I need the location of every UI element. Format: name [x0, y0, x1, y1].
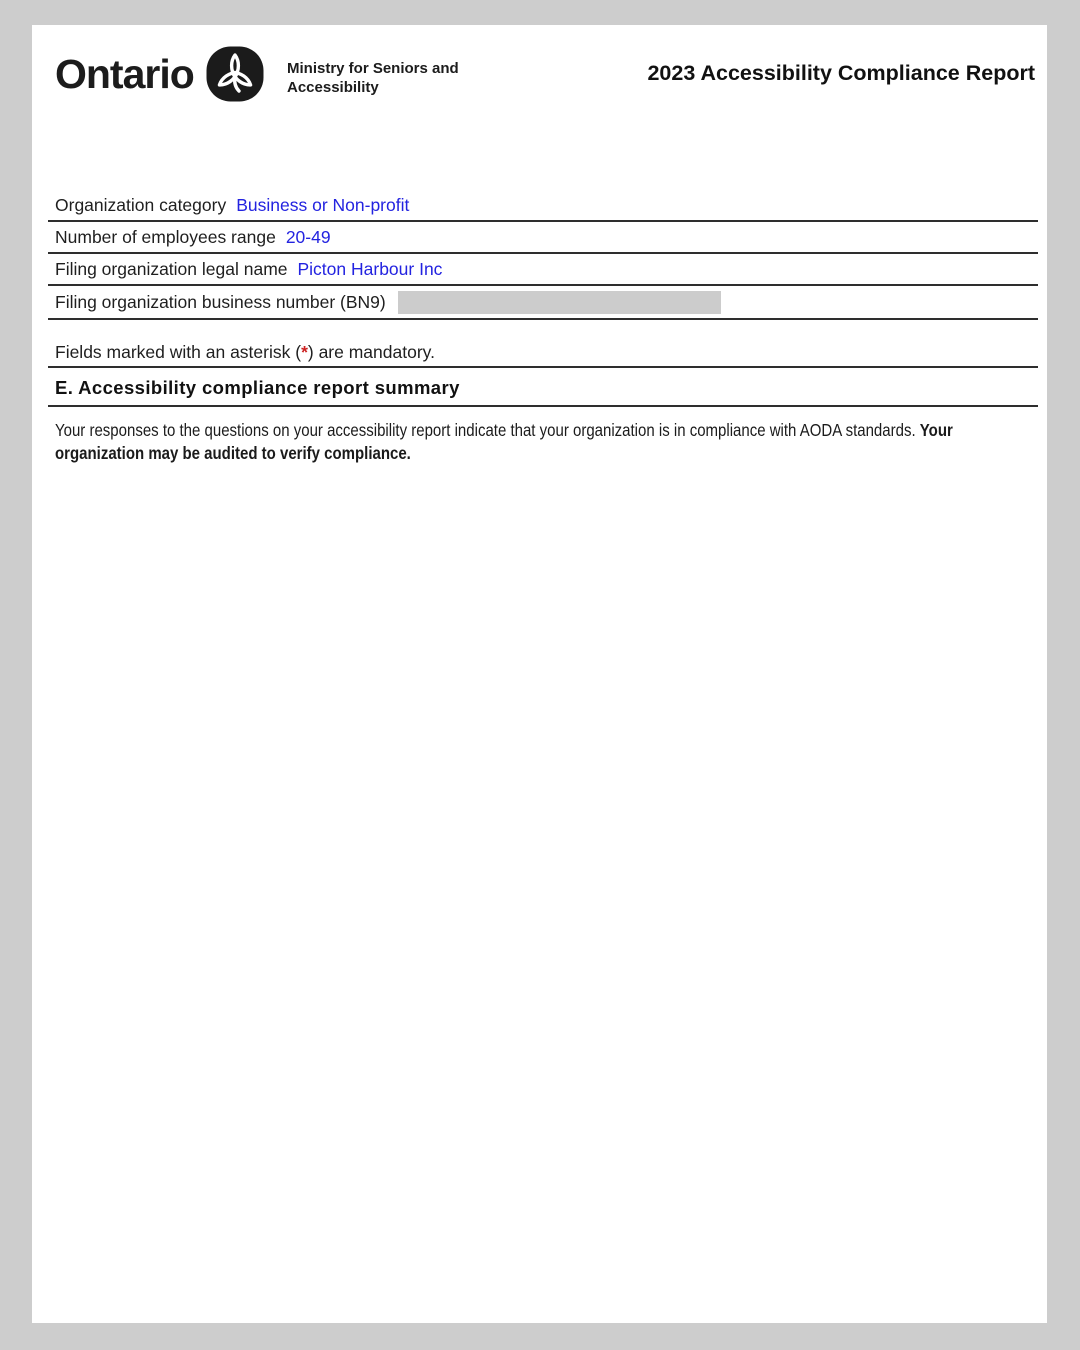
mandatory-fields-note	[48, 336, 1038, 368]
field-label: Filing organization business number (BN9)	[55, 292, 386, 312]
field-label: Filing organization legal name	[55, 259, 288, 279]
field-value: 20-49	[285, 227, 331, 247]
note-suffix: ) are mandatory.	[307, 342, 435, 362]
field-label: Number of employees range	[55, 227, 276, 247]
field-row-business-number	[48, 286, 1038, 320]
ministry-name	[287, 59, 459, 97]
field-row-organization-category	[48, 190, 1038, 222]
summary-bold-text: Your organization may be audited to verify compliance.	[55, 420, 953, 463]
section-heading-summary: E. Accessibility compliance report summary	[48, 368, 1038, 407]
ministry-line1: Ministry for Seniors and	[287, 60, 459, 77]
field-value: Business or Non-profit	[236, 195, 410, 215]
report-page	[32, 25, 1047, 1323]
field-row-legal-name	[48, 254, 1038, 286]
ontario-trillium-icon	[206, 46, 264, 102]
summary-paragraph-wrap	[48, 419, 1038, 465]
ministry-line2: Accessibility	[287, 79, 379, 96]
report-title: 2023 Accessibility Compliance Report	[647, 61, 1035, 85]
ontario-wordmark: Ontario	[55, 51, 194, 97]
redacted-value-bar	[398, 291, 721, 314]
note-prefix: Fields marked with an asterisk (	[55, 342, 302, 362]
field-row-employees-range	[48, 222, 1038, 254]
summary-paragraph	[55, 419, 1028, 465]
summary-normal-text: Your responses to the questions on your accessibility report indicate that your organization is in compliance with AODA standards.	[55, 420, 920, 440]
field-label: Organization category	[55, 195, 227, 215]
field-value: Picton Harbour Inc	[297, 259, 443, 279]
mandatory-asterisk: *	[301, 342, 308, 362]
report-content	[48, 190, 1038, 465]
ontario-brand	[55, 45, 264, 103]
